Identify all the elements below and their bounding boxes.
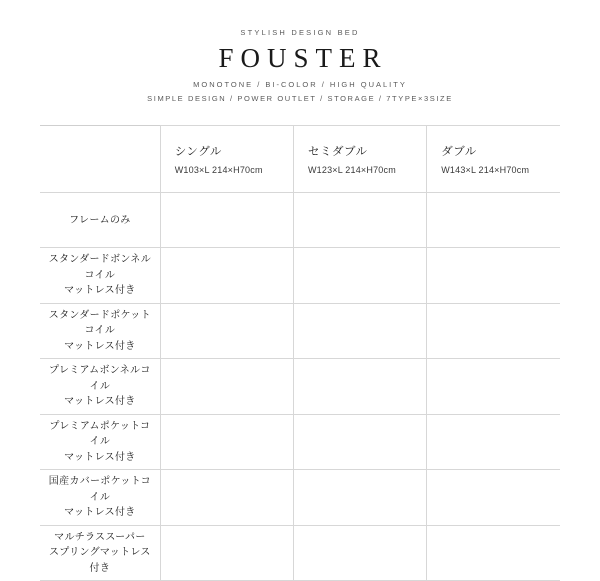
- header-tagline-1: MONOTONE / BI-COLOR / HIGH QUALITY: [193, 80, 407, 90]
- brand-title: FOUSTER: [218, 43, 388, 73]
- row-label-multilas-super-spring: [40, 525, 160, 581]
- table-row: [40, 359, 560, 415]
- cell-standard-bonnell-semidouble[interactable]: [293, 248, 426, 304]
- cell-domestic-cover-pocket-single[interactable]: [160, 470, 293, 526]
- cell-multilas-super-spring-double[interactable]: [427, 525, 560, 581]
- cell-premium-pocket-semidouble[interactable]: [293, 414, 426, 470]
- table-header-row: [40, 126, 560, 193]
- column-header-single-name: シングル: [174, 146, 222, 159]
- row-label-line2: スプリングマットレス付き: [49, 547, 151, 574]
- cell-domestic-cover-pocket-semidouble[interactable]: [293, 470, 426, 526]
- row-label-line1: マルチラススーパー: [54, 531, 146, 543]
- table-row: [40, 303, 560, 359]
- cell-frame-only-semidouble[interactable]: [293, 193, 426, 248]
- cell-multilas-super-spring-single[interactable]: [160, 525, 293, 581]
- table-row: [40, 414, 560, 470]
- cell-frame-only-single[interactable]: [160, 193, 293, 248]
- table-row: [40, 470, 560, 526]
- row-label-premium-pocket: [40, 414, 160, 470]
- row-label-line2: マットレス付き: [64, 396, 136, 408]
- table-corner-cell: [40, 126, 160, 193]
- column-header-double: [427, 126, 560, 193]
- row-label-domestic-cover-pocket: [40, 470, 160, 526]
- page-header: [0, 0, 600, 103]
- row-label-line1: スタンダードポケットコイル: [48, 309, 151, 337]
- row-label-line1: 国産カバーポケットコイル: [48, 476, 151, 503]
- cell-premium-pocket-single[interactable]: [160, 414, 293, 470]
- row-label-line2: マットレス付き: [64, 285, 136, 297]
- row-label-frame-only: [40, 193, 160, 248]
- cell-domestic-cover-pocket-double[interactable]: [427, 470, 560, 526]
- column-header-semidouble-dimensions: W123×L 214×H70cm: [307, 165, 396, 176]
- column-header-double-name: ダブル: [441, 146, 477, 159]
- cell-premium-pocket-double[interactable]: [427, 414, 560, 470]
- cell-standard-pocket-double[interactable]: [427, 303, 560, 359]
- cell-standard-pocket-single[interactable]: [160, 303, 293, 359]
- spec-table: [40, 125, 560, 581]
- row-label-line1: スタンダードボンネルコイル: [48, 254, 152, 281]
- cell-premium-bonnell-semidouble[interactable]: [293, 359, 426, 415]
- table-row: [40, 248, 560, 304]
- header-eyebrow: STYLISH DESIGN BED: [240, 28, 360, 37]
- row-label-line2: マットレス付き: [64, 507, 136, 519]
- cell-premium-bonnell-double[interactable]: [427, 359, 560, 415]
- header-tagline-2: SIMPLE DESIGN / POWER OUTLET / STORAGE / 7TYPE×3SIZE: [147, 94, 453, 104]
- row-label-standard-pocket: [40, 303, 160, 359]
- cell-frame-only-double[interactable]: [427, 193, 560, 248]
- row-label-premium-bonnell: [40, 359, 160, 415]
- column-header-single-dimensions: W103×L 214×H70cm: [174, 165, 263, 176]
- spec-table-wrapper: [40, 125, 560, 581]
- table-row: [40, 525, 560, 581]
- row-label-line1: プレミアムボンネルコイル: [49, 365, 151, 392]
- column-header-semidouble-name: セミダブル: [307, 146, 368, 159]
- column-header-semidouble: [293, 126, 426, 193]
- cell-standard-bonnell-single[interactable]: [160, 248, 293, 304]
- column-header-single: [160, 126, 293, 193]
- row-label-line1: プレミアムポケットコイル: [49, 420, 151, 448]
- cell-standard-bonnell-double[interactable]: [427, 248, 560, 304]
- cell-standard-pocket-semidouble[interactable]: [293, 303, 426, 359]
- row-label-line1: フレームのみ: [69, 214, 131, 226]
- cell-premium-bonnell-single[interactable]: [160, 359, 293, 415]
- table-row: [40, 193, 560, 248]
- row-label-standard-bonnell: [40, 248, 160, 304]
- cell-multilas-super-spring-semidouble[interactable]: [293, 525, 426, 581]
- row-label-line2: マットレス付き: [64, 340, 136, 352]
- row-label-line2: マットレス付き: [64, 451, 136, 463]
- column-header-double-dimensions: W143×L 214×H70cm: [441, 165, 530, 176]
